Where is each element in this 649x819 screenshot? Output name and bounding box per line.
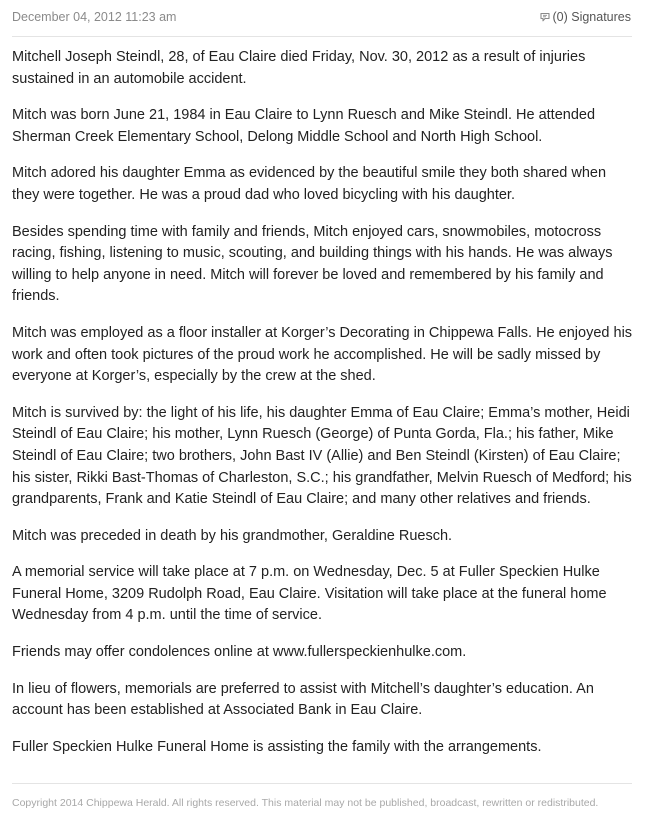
comment-icon: [540, 11, 550, 25]
paragraph: Mitch adored his daughter Emma as evidenced by the beautiful smile they both shared when they were together. He was a proud dad who loved bicycling with his daughter.: [12, 165, 607, 203]
paragraph: Mitch was employed as a floor installer at Korger’s Decorating in Chippewa Falls. He enjoyed his work and often took pictures of the proud work he accomplished. He will be sadly missed by everyone at Korger’s, especially by the crew at the shed.: [12, 324, 633, 385]
obituary-body: [12, 47, 634, 773]
paragraph: Mitch is survived by: the light of his life, his daughter Emma of Eau Claire; Emma’s mother, Heidi Steindl of Eau Claire; his mother, Lynn Ruesch (George) of Punta Gorda, Fla.; his father, Mike Steindl of Eau Claire; two brothers, John Bast IV (Allie) and Ben Steindl (Kirsten) of Eau Claire; his sister, Rikki Bast-Thomas of Charleston, S.C.; his grandfather, Melvin Ruesch of Medford; his grandparents, Frank and Katie Steindl of Eau Claire; and many other relatives and friends.: [12, 404, 632, 508]
publish-date: December 04, 2012 11:23 am: [12, 10, 177, 24]
paragraph: Mitch was preceded in death by his grandmother, Geraldine Ruesch.: [12, 527, 453, 544]
paragraph: A memorial service will take place at 7 p.m. on Wednesday, Dec. 5 at Fuller Speckien Hulke Funeral Home, 3209 Rudolph Road, Eau Claire. Visitation will take place at the funeral home Wednesday from 4 p.m. until the time of service.: [12, 564, 607, 624]
paragraph: In lieu of flowers, memorials are preferred to assist with Mitchell’s daughter’s education. An account has been established at Associated Bank in Eau Claire.: [12, 680, 594, 719]
paragraph: Mitchell Joseph Steindl, 28, of Eau Claire died Friday, Nov. 30, 2012 as a result of injuries sustained in an automobile accident.: [12, 49, 586, 87]
paragraph: Fuller Speckien Hulke Funeral Home is assisting the family with the arrangements.: [12, 738, 542, 755]
copyright-notice: Copyright 2014 Chippewa Herald. All rights reserved. This material may not be published, broadcast, rewritten or redistributed.: [12, 797, 599, 809]
paragraph: Besides spending time with family and friends, Mitch enjoyed cars, snowmobiles, motocross racing, fishing, listening to music, scouting, and building things with his hands. He was always willing to help anyone in need. Mitch will forever be loved and remembered by his family and friends.: [12, 223, 613, 305]
paragraph: Friends may offer condolences online at www.fullerspeckienhulke.com.: [12, 644, 467, 661]
article-meta-bar: [12, 0, 632, 37]
signatures-label[interactable]: (0) Signatures: [552, 10, 631, 24]
footer-divider: [12, 783, 632, 784]
paragraph: Mitch was born June 21, 1984 in Eau Claire to Lynn Ruesch and Mike Steindl. He attended Sherman Creek Elementary School, Delong Middle School and North High School.: [12, 107, 596, 145]
signatures-link[interactable]: [540, 10, 631, 25]
